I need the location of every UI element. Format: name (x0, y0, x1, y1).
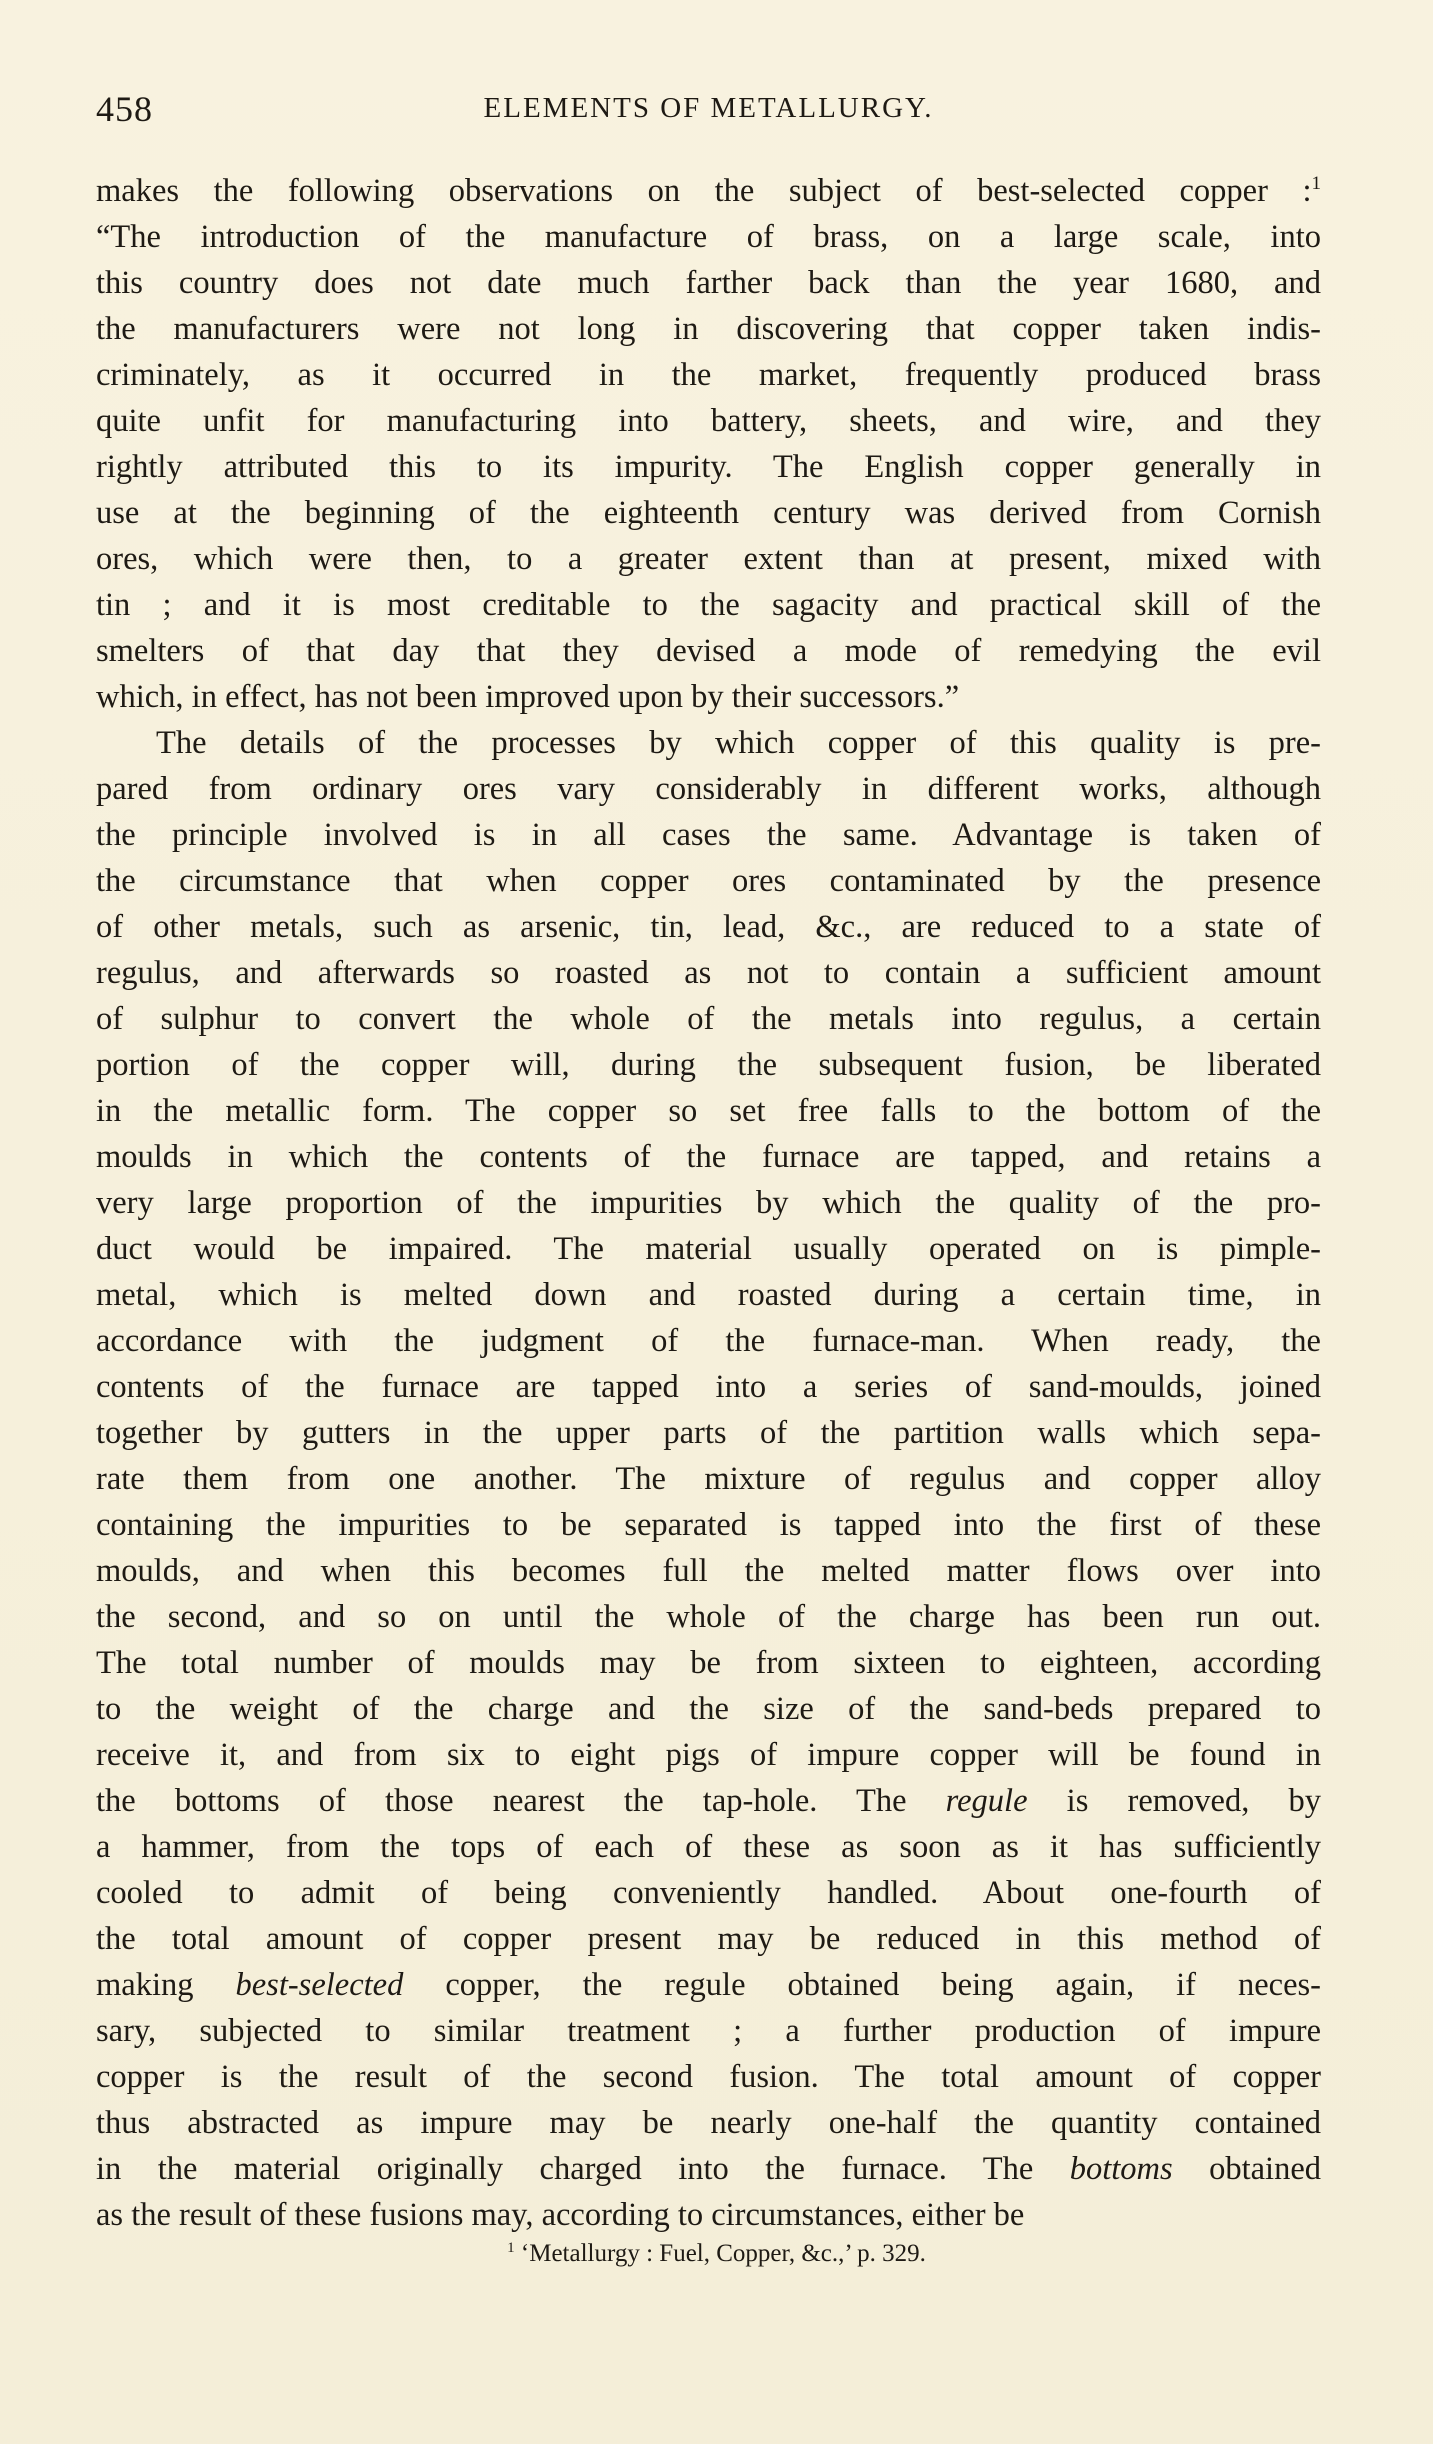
text-line (96, 1686, 1321, 1732)
text-line (96, 2054, 1321, 2100)
line-text: moulds in which the contents of the furnace are tapped, and retains a (96, 1139, 1321, 1175)
line-text: tin ; and it is most creditable to the sagacity and practical skill of the (96, 587, 1321, 623)
text-line (96, 904, 1321, 950)
text-line (96, 1226, 1321, 1272)
line-text: sary, subjected to similar treatment ; a further production of impure (96, 2013, 1321, 2049)
text-line (96, 2008, 1321, 2054)
italic-term: bottoms (1069, 2151, 1173, 2187)
line-text: thus abstracted as impure may be nearly one-half the quantity contained (96, 2105, 1321, 2141)
text-line (96, 1134, 1321, 1180)
line-text: cooled to admit of being conveniently handled. About one-fourth of (96, 1875, 1321, 1911)
line-text: to the weight of the charge and the size of the sand-beds prepared to (96, 1691, 1321, 1727)
text-line (96, 812, 1321, 858)
line-text: metal, which is melted down and roasted during a certain time, in (96, 1277, 1321, 1313)
line-text: rightly attributed this to its impurity. The English copper generally in (96, 449, 1321, 485)
text-line (96, 398, 1321, 444)
text-line (96, 996, 1321, 1042)
text-line (96, 214, 1321, 260)
footnote-reference: 1 (1311, 173, 1321, 194)
line-text: quite unfit for manufacturing into battery, sheets, and wire, and they (96, 403, 1321, 439)
line-text: this country does not date much farther back than the year 1680, and (96, 265, 1321, 301)
italic-term: regule (945, 1783, 1028, 1819)
body-text (96, 168, 1321, 2238)
line-text: copper, the regule obtained being again, if neces- (403, 1967, 1322, 2003)
text-line (96, 1364, 1321, 1410)
text-line (96, 306, 1321, 352)
line-text: in the material originally charged into the furnace. The (96, 2151, 1070, 2187)
page-header (96, 88, 1321, 148)
line-text: the principle involved is in all cases the same. Advantage is taken of (96, 817, 1321, 853)
line-text: the manufacturers were not long in discovering that copper taken indis- (96, 311, 1321, 347)
line-text: accordance with the judgment of the furnace-man. When ready, the (96, 1323, 1321, 1359)
text-line (96, 1548, 1321, 1594)
text-line (96, 1502, 1321, 1548)
line-text: the total amount of copper present may be reduced in this method of (96, 1921, 1321, 1957)
text-line (96, 168, 1321, 214)
line-text: very large proportion of the impurities by which the quality of the pro- (96, 1185, 1321, 1221)
line-text: the bottoms of those nearest the tap-hole. The (96, 1783, 946, 1819)
text-line (96, 2146, 1321, 2192)
line-text: of other metals, such as arsenic, tin, lead, &c., are reduced to a state of (96, 909, 1321, 945)
line-text: ores, which were then, to a greater extent than at present, mixed with (96, 541, 1321, 577)
line-text: The total number of moulds may be from sixteen to eighteen, according (96, 1645, 1321, 1681)
text-line (96, 1962, 1321, 2008)
footnote-marker: 1 (507, 2240, 515, 2256)
text-line (96, 1732, 1321, 1778)
line-text: duct would be impaired. The material usually operated on is pimple- (96, 1231, 1321, 1267)
footnote-text: ‘Metallurgy : Fuel, Copper, &c.,’ p. 329. (520, 2240, 926, 2267)
line-text: as the result of these fusions may, according to circumstances, either be (96, 2197, 1025, 2233)
text-line (96, 858, 1321, 904)
line-text: making (96, 1967, 236, 2003)
text-line (96, 1778, 1321, 1824)
line-text: together by gutters in the upper parts of the partition walls which sepa- (96, 1415, 1321, 1451)
line-text: of sulphur to convert the whole of the metals into regulus, a certain (96, 1001, 1321, 1037)
line-text: in the metallic form. The copper so set free falls to the bottom of the (96, 1093, 1321, 1129)
line-text: pared from ordinary ores vary considerably in different works, although (96, 771, 1321, 807)
text-line (96, 1410, 1321, 1456)
text-line (96, 628, 1321, 674)
text-line (96, 260, 1321, 306)
text-line (96, 1594, 1321, 1640)
text-line (96, 1042, 1321, 1088)
text-line (96, 1088, 1321, 1134)
text-line (96, 444, 1321, 490)
text-line (96, 1824, 1321, 1870)
line-text: makes the following observations on the subject of best-selected copper : (96, 173, 1312, 209)
line-text: “The introduction of the manufacture of brass, on a large scale, into (96, 219, 1321, 255)
running-title: ELEMENTS OF METALLURGY. (483, 92, 934, 124)
text-line (96, 950, 1321, 996)
text-line (96, 536, 1321, 582)
line-text: the circumstance that when copper ores contaminated by the presence (96, 863, 1321, 899)
text-line (96, 1456, 1321, 1502)
text-line (96, 352, 1321, 398)
line-text: smelters of that day that they devised a mode of remedying the evil (96, 633, 1321, 669)
text-line (96, 720, 1321, 766)
line-text: a hammer, from the tops of each of these as soon as it has sufficiently (96, 1829, 1321, 1865)
line-text: regulus, and afterwards so roasted as not to contain a sufficient amount (96, 955, 1321, 991)
text-line (96, 1180, 1321, 1226)
text-line (96, 490, 1321, 536)
line-text: use at the beginning of the eighteenth century was derived from Cornish (96, 495, 1321, 531)
line-text: portion of the copper will, during the subsequent fusion, be liberated (96, 1047, 1321, 1083)
text-line (96, 766, 1321, 812)
line-text: copper is the result of the second fusion. The total amount of copper (96, 2059, 1321, 2095)
line-text: criminately, as it occurred in the market, frequently produced brass (96, 357, 1321, 393)
line-text: is removed, by (1027, 1783, 1321, 1819)
text-line (96, 2100, 1321, 2146)
line-text: containing the impurities to be separated is tapped into the first of these (96, 1507, 1321, 1543)
text-line (96, 1916, 1321, 1962)
text-line (96, 1870, 1321, 1916)
line-text: receive it, and from six to eight pigs of impure copper will be found in (96, 1737, 1321, 1773)
footnote (0, 2240, 1433, 2268)
line-text: contents of the furnace are tapped into a series of sand-moulds, joined (96, 1369, 1321, 1405)
line-text: which, in effect, has not been improved upon by their successors.” (96, 679, 960, 715)
line-text: rate them from one another. The mixture of regulus and copper alloy (96, 1461, 1321, 1497)
text-line (96, 2192, 1321, 2238)
text-line (96, 674, 1321, 720)
line-text: obtained (1172, 2151, 1321, 2187)
italic-term: best-selected (235, 1967, 404, 2003)
line-text: the second, and so on until the whole of the charge has been run out. (96, 1599, 1321, 1635)
text-line (96, 1272, 1321, 1318)
text-line (96, 1640, 1321, 1686)
line-text: moulds, and when this becomes full the melted matter flows over into (96, 1553, 1321, 1589)
text-line (96, 582, 1321, 628)
page-number: 458 (96, 89, 153, 129)
line-text: The details of the processes by which copper of this quality is pre- (156, 725, 1321, 761)
text-line (96, 1318, 1321, 1364)
